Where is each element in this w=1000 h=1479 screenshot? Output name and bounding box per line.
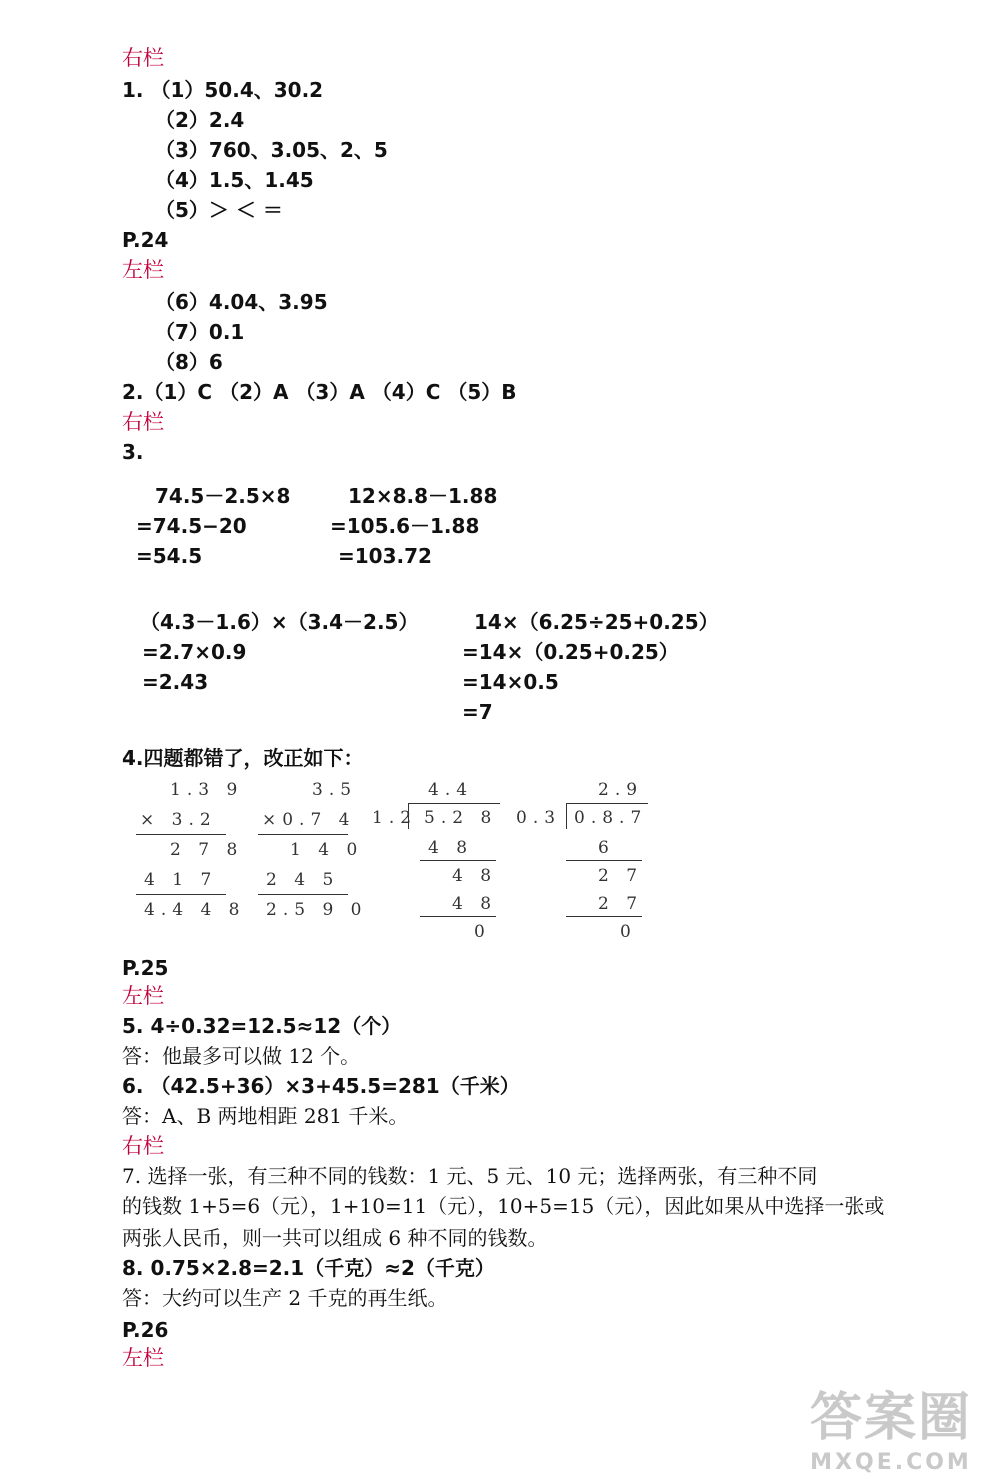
section-label-left: 左栏 — [122, 1346, 164, 1370]
q1-answer-6: （6）4.04、3.95 — [155, 290, 328, 314]
q1-answer-2: （2）2.4 — [155, 108, 245, 132]
q3-label: 3. — [122, 440, 144, 464]
q4-title: 4.四题都错了，改正如下： — [122, 746, 364, 770]
watermark-title: 答案圈 — [809, 1388, 972, 1448]
q3-expr4-line4: =7 — [462, 700, 493, 724]
page-label-26: P.26 — [122, 1318, 169, 1342]
mult1-partial-1: 2 7 8 — [170, 840, 244, 860]
watermark-logo — [810, 1375, 972, 1475]
q5-answer: 答：他最多可以做 12 个。 — [122, 1044, 361, 1068]
div2-step-1: 6 — [598, 838, 615, 858]
q1-answer-3: （3）760、3.05、2、5 — [155, 138, 388, 162]
div1-dividend: 5.2 8 — [424, 808, 498, 828]
div2-step-2: 2 7 — [598, 866, 644, 886]
div1-remainder: 0 — [474, 922, 491, 942]
div2-bar — [566, 803, 648, 804]
section-label-right: 右栏 — [122, 410, 164, 434]
q2-answers: 2.（1）C （2）A （3）A （4）C （5）B — [122, 380, 517, 404]
q7-line-2: 的钱数 1+5=6（元），1+10=11（元），10+5=15（元），因此如果从中选择一张或 — [122, 1194, 885, 1218]
div2-remainder: 0 — [620, 922, 637, 942]
section-label-right: 右栏 — [122, 1134, 164, 1158]
div1-bar — [408, 803, 500, 804]
section-label-right: 右栏 — [122, 46, 164, 70]
div2-quotient: 2.9 — [598, 780, 644, 800]
div1-step-3: 4 8 — [452, 894, 498, 914]
mult2-rule-2 — [258, 894, 348, 895]
mult2-product: 2.5 9 0 — [266, 900, 368, 920]
mult2-partial-1: 1 4 0 — [290, 840, 364, 860]
div1-step-1: 4 8 — [428, 838, 474, 858]
q3-expr1-line3: =54.5 — [136, 544, 203, 568]
mult2-top: 3.5 — [312, 780, 358, 800]
page-label-24: P.24 — [122, 228, 169, 252]
mult1-rule — [136, 834, 226, 835]
q1-answer-7: （7）0.1 — [155, 320, 245, 344]
div2-dividend: 0.8.7 — [574, 808, 648, 828]
q3-expr4-line3: =14×0.5 — [462, 670, 559, 694]
q5-equation: 5. 4÷0.32=12.5≈12（个） — [122, 1014, 402, 1038]
div2-rule-2 — [566, 916, 642, 917]
q1-answer-8: （8）6 — [155, 350, 223, 374]
q3-expr4-line2: =14×（0.25+0.25） — [462, 640, 679, 664]
q3-expr1-line1: 74.5－2.5×8 — [155, 484, 291, 508]
q8-answer: 答：大约可以生产 2 千克的再生纸。 — [122, 1286, 448, 1310]
page-label-25: P.25 — [122, 956, 169, 980]
q7-line-3: 两张人民币，则一共可以组成 6 种不同的钱数。 — [122, 1226, 548, 1250]
mult2-multiplier: ×0.7 4 — [262, 810, 356, 830]
q6-equation: 6. （42.5+36）×3+45.5=281（千米） — [122, 1074, 520, 1098]
div2-divisor: 0.3 — [516, 808, 562, 828]
q3-expr2-line2: =105.6－1.88 — [330, 514, 480, 538]
q3-expr1-line2: =74.5−20 — [136, 514, 247, 538]
section-label-left: 左栏 — [122, 258, 164, 282]
q1-answer-4: （4）1.5、1.45 — [155, 168, 314, 192]
mult1-rule-2 — [136, 894, 226, 895]
q3-expr4-line1: 14×（6.25÷25+0.25） — [474, 610, 719, 634]
div2-bracket — [566, 803, 567, 829]
div1-quotient: 4.4 — [428, 780, 474, 800]
section-label-left: 左栏 — [122, 984, 164, 1008]
q3-expr3-line3: =2.43 — [142, 670, 209, 694]
div2-step-3: 2 7 — [598, 894, 644, 914]
div1-divisor: 1.2 — [372, 808, 418, 828]
div1-rule-2 — [420, 916, 496, 917]
mult1-top: 1.3 9 — [170, 780, 244, 800]
q1-answer-1: 1. （1）50.4、30.2 — [122, 78, 324, 102]
div2-rule-1 — [566, 860, 642, 861]
q6-answer: 答：A、B 两地相距 281 千米。 — [122, 1104, 409, 1128]
q8-equation: 8. 0.75×2.8=2.1（千克）≈2（千克） — [122, 1256, 495, 1280]
div1-rule-1 — [420, 860, 496, 861]
div1-step-2: 4 8 — [452, 866, 498, 886]
q3-expr2-line3: =103.72 — [338, 544, 432, 568]
mult2-rule — [258, 834, 348, 835]
q3-expr2-line1: 12×8.8－1.88 — [348, 484, 498, 508]
q3-expr3-line2: =2.7×0.9 — [142, 640, 247, 664]
mult1-product: 4.4 4 8 — [144, 900, 246, 920]
q1-answer-5: （5）＞ ＜ ＝ — [155, 198, 283, 222]
mult1-partial-2: 4 1 7 — [144, 870, 218, 890]
mult1-multiplier: × 3.2 — [140, 810, 217, 830]
mult2-partial-2: 2 4 5 — [266, 870, 340, 890]
watermark-url: MXQE.COM — [810, 1450, 972, 1475]
q3-expr3-line1: （4.3－1.6）×（3.4－2.5） — [140, 610, 419, 634]
q7-line-1: 7. 选择一张，有三种不同的钱数：1 元、5 元、10 元；选择两张，有三种不同 — [122, 1164, 818, 1188]
